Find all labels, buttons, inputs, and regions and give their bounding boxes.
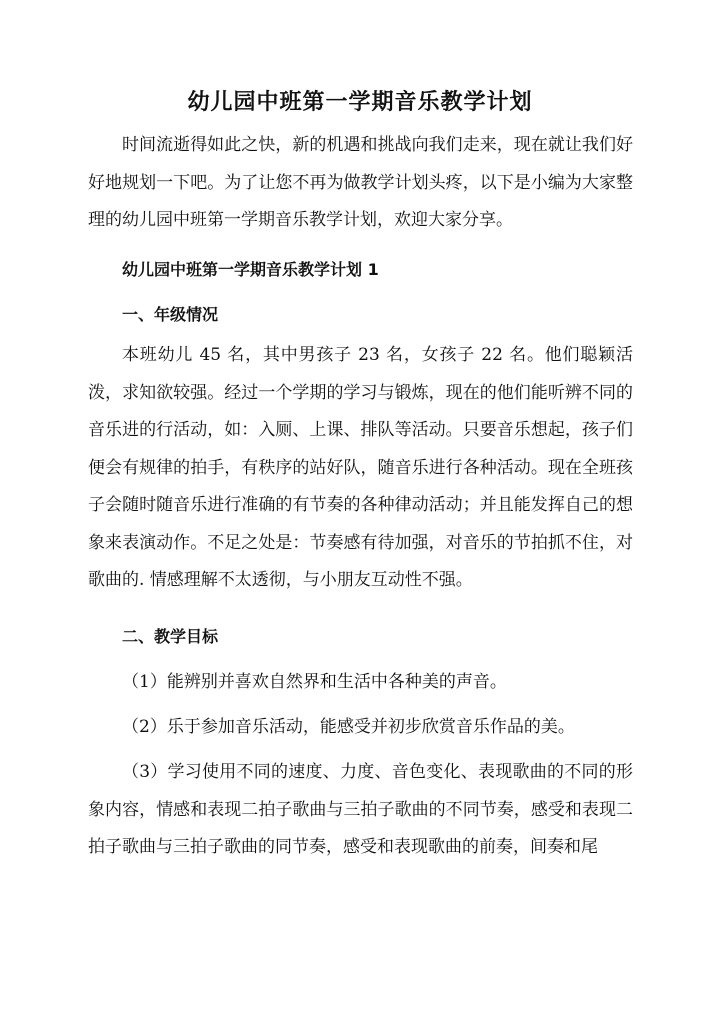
teaching-goal-item: （2）乐于参加音乐活动，能感受并初步欣赏音乐作品的美。 [122,717,575,737]
teaching-goal-item: （3）学习使用不同的速度、力度、音色变化、表现歌曲的不同的形象内容，情感和表现二拍子歌曲与三拍子歌曲的不同节奏，感受和表现二拍子歌曲与三拍子歌曲的同节奏，感受和表现歌曲的前奏，间奏和尾 [88,762,633,857]
document-title: 幼儿园中班第一学期音乐教学计划 [187,90,533,115]
section-heading-teaching-goals: 二、教学目标 [122,627,219,646]
section-heading-grade-situation: 一、年级情况 [122,305,219,324]
plan-heading: 幼儿园中班第一学期音乐教学计划 1 [122,260,379,279]
grade-situation-paragraph: 本班幼儿 45 名，其中男孩子 23 名，女孩子 22 名。他们聪颖活泼，求知欲较强。经过一个学期的学习与锻炼，现在的他们能听辨不同的音乐进的行活动，如：入厕、上课、排队等活动。只要音乐想起，孩子们便会有规律的拍手，有秩序的站好队，随音乐进行各种活动。现在全班孩子会随时随音乐进行准确的有节奏的各种律动活动；并且能发挥自己的想象来表演动作。不足之处是：节奏感有待加强，对音乐的节拍抓不住，对歌曲的. 情感理解不太透彻，与小朋友互动性不强。 [88,345,633,590]
intro-paragraph: 时间流逝得如此之快，新的机遇和挑战向我们走来，现在就让我们好好地规划一下吧。为了让您不再为做教学计划头疼，以下是小编为大家整理的幼儿园中班第一学期音乐教学计划，欢迎大家分享。 [88,135,633,230]
teaching-goal-item: （1）能辨别并喜欢自然界和生活中各种美的声音。 [122,672,507,692]
